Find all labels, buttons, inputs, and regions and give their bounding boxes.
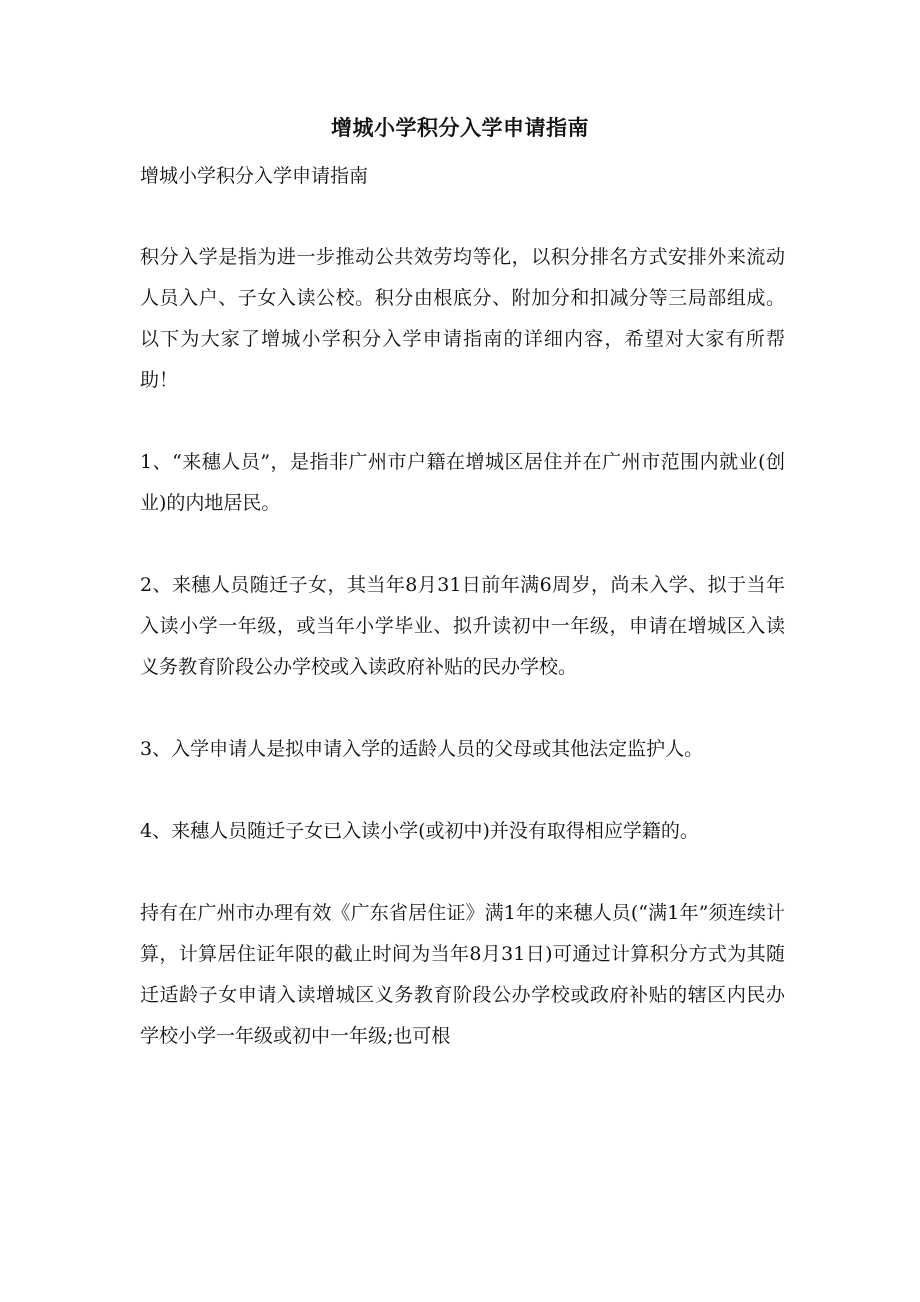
document-subtitle: 增城小学积分入学申请指南 <box>140 165 369 187</box>
paragraph-residence-permit: 持有在广州市办理有效《广东省居住证》满1年的来穗人员(“满1年”须连续计算，计算居住证年限的截止时间为当年8月31日)可通过计算积分方式为其随迁适龄子女申请入读增城区义务教育阶段公办学校或政府补贴的辖区内民办学校小学一年级或初中一年级;也可根 <box>140 902 785 1047</box>
document-title: 增城小学积分入学申请指南 <box>331 115 589 140</box>
paragraph-intro: 积分入学是指为进一步推动公共效劳均等化，以积分排名方式安排外来流动人员入户、子女入读公校。积分由根底分、附加分和扣减分等三局部组成。以下为大家了增城小学积分入学申请指南的详细内容，希望对大家有所帮助！ <box>140 246 785 391</box>
document-body <box>140 156 785 1098</box>
paragraph-item-1: 1、“来穗人员”，是指非广州市户籍在增城区居住并在广州市范围内就业(创业)的内地居民。 <box>140 451 785 514</box>
paragraph-item-3: 3、入学申请人是拟申请入学的适龄人员的父母或其他法定监护人。 <box>140 738 704 760</box>
paragraph-item-2: 2、来穗人员随迁子女，其当年8月31日前年满6周岁，尚未入学、拟于当年入读小学一年级，或当年小学毕业、拟升读初中一年级，申请在增城区入读义务教育阶段公办学校或入读政府补贴的民办学校。 <box>140 574 785 678</box>
paragraph-item-4: 4、来穗人员随迁子女已入读小学(或初中)并没有取得相应学籍的。 <box>140 820 699 842</box>
